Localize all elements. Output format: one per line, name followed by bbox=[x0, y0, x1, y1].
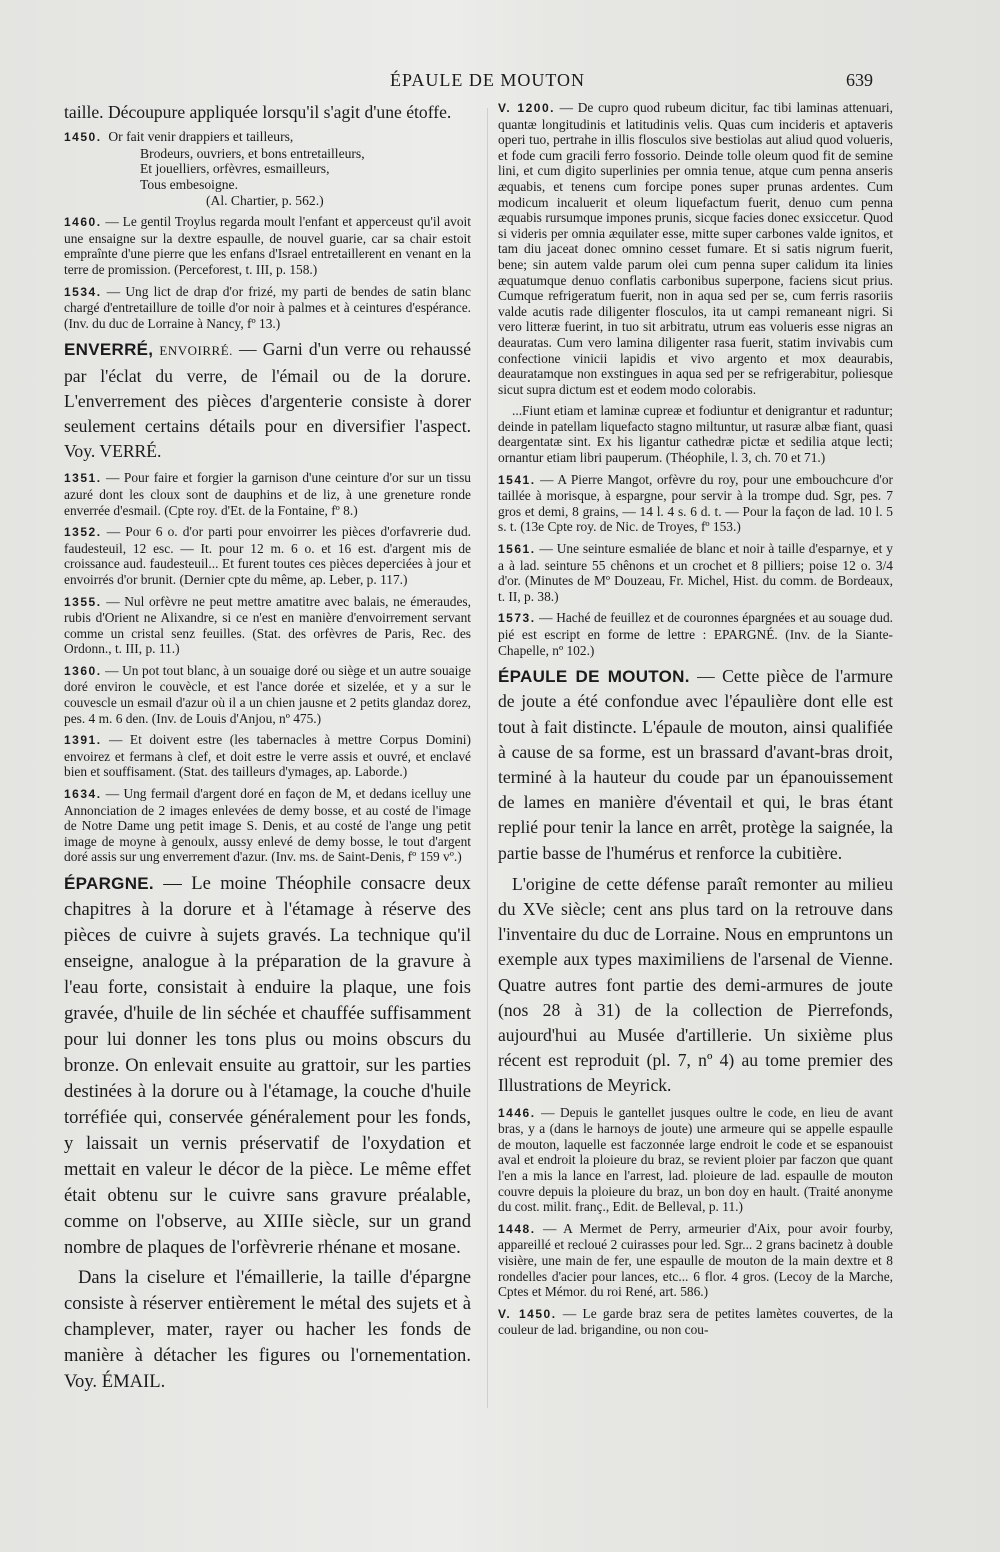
entry-1573 bbox=[498, 610, 893, 658]
headword-variant: ENVOIRRÉ. bbox=[159, 343, 233, 359]
entry-text: — Le garde braz sera de petites lamètes couvertes, de la couleur de lad. brigandine, ou non cou- bbox=[498, 1305, 893, 1338]
entry-text: — Ung fermail d'argent doré en façon de M, et dedans icelluy une Annonciation de 2 images enlevées de demy bosse, et au costé de l'image de Notre Dame ung petit image S. Denis, et au costé de l'ange ung petit image de moyne à genoulx, aussy enlevé de demy bosse, le tout d'argent doré assis sur ung enverrement d'azur. (Inv. ms. de Saint-Denis, fº 159 vº.) bbox=[64, 786, 471, 865]
page-header bbox=[0, 66, 1000, 96]
entry-continuation: ...Fiunt etiam et laminæ cupreæ et fodiuntur et denigrantur et raduntur; deinde in patellam liquefacto stagno miltuntur, ut rasuræ albæ fiant, quasi deargentatæ sint. Ex his ligantur cathedræ pictæ et sedilia atque lecti; ornantur etiam libri pauperum. (Théophile, l. 3, ch. 70 et 71.) bbox=[498, 403, 893, 466]
entry-year: 1446. bbox=[498, 1105, 536, 1120]
verse-line: Brodeurs, ouvriers, et bons entretailleurs, bbox=[140, 145, 365, 161]
entry-1355 bbox=[64, 594, 471, 657]
entry-text: — A Mermet de Perry, armeurier d'Aix, pour avoir fourby, appareillé et recloué 2 cuirasses pour led. Sgr... 2 grans bacinetz à double visière, une main de fer, une espaulle de mouton de la main dextre et 8 rondelles d'acier pour lances, etc... 6 flor. 4 gros. (Lecoy de la Marche, Cptes et Mémor. du roi René, art. 586.) bbox=[498, 1220, 893, 1300]
verse-citation: (Al. Chartier, p. 562.) bbox=[206, 192, 324, 208]
headword: ÉPARGNE. bbox=[64, 874, 154, 893]
left-column bbox=[64, 100, 471, 1399]
entry-1351 bbox=[64, 470, 471, 518]
entry-year: 1391. bbox=[64, 733, 102, 748]
entry-1634 bbox=[64, 786, 471, 865]
verse-line bbox=[64, 129, 471, 146]
headword: ENVERRÉ, bbox=[64, 340, 154, 360]
article-enverre bbox=[64, 337, 471, 464]
entry-1448 bbox=[498, 1221, 893, 1300]
entry-year: 1541. bbox=[498, 472, 536, 487]
verse-line: Tous embesoigne. bbox=[140, 176, 238, 192]
entry-text: — Haché de feuillez et de couronnes épargnées et au souage dud. pié est escript en forme de lettre : EPARGNÉ. (Inv. de la Siante-Chapelle, nº 102.) bbox=[498, 610, 893, 658]
entry-year: 1448. bbox=[498, 1221, 536, 1236]
entry-1541 bbox=[498, 472, 893, 535]
entry-text: — Un pot tout blanc, à un souaige doré ou siège et un autre souaige doré environ le couvècle, et est l'ance dorée et sizelée, et y a sur le couvescle un esmail d'azur où il a un chien jausne et 2 petits glandaz dorez, pes. 4 m. 6 den. (Inv. de Louis d'Anjou, nº 475.) bbox=[64, 662, 471, 726]
entry-1352 bbox=[64, 524, 471, 587]
entry-text: — A Pierre Mangot, orfèvre du roy, pour une embouchcure d'or taillée à morisque, à espargne, pour servir à la trompe dud. Sgr, pes. 7 gros et demi, 8 grains, — 14 l. 4 s. 6 d. t. — Pour la façon de lad. 10 l. 5 s. t. (13e Cpte roy. de Nic. de Troyes, fº 153.) bbox=[498, 471, 893, 535]
entry-year: V. 1450. bbox=[498, 1306, 557, 1321]
verse-text: Or fait venir drappiers et tailleurs, bbox=[108, 129, 294, 145]
headword: ÉPAULE DE MOUTON. bbox=[498, 667, 690, 687]
article-text: — Le moine Théophile consacre deux chapitres à la dorure et à l'étamage à réserve des pièces de cuivre à sujets gravés. La technique qu'il enseigne, analogue à la préparation de la gravure à l'eau forte, consistait à enduire la plaque, une fois gravée, d'huile de lin séchée et chauffée suffisamment pour lui donner les tons plus ou moins obscurs du bronze. On enlevait ensuite au grattoir, sur les parties destinées à la dorure ou à l'étamage, la couche d'huile torréfiée qui, conservée généralement pour les fonds, y laissait un vernis préservatif de l'oxydation et mettait en valeur le décor de la pièce. Le même effet était obtenu sur le cuivre sans gravure préalable, comme on l'observe, au XIIIe siècle, sur un grand nombre de plaques de l'orfèvrerie rhénane et mosane. bbox=[64, 873, 471, 1258]
entry-year: 1634. bbox=[64, 787, 102, 802]
entry-v1200 bbox=[498, 100, 893, 397]
running-title: ÉPAULE DE MOUTON bbox=[390, 70, 586, 90]
page-number: 639 bbox=[846, 70, 873, 90]
entry-v1450 bbox=[498, 1306, 893, 1338]
entry-year: 1355. bbox=[64, 594, 102, 609]
paragraph: L'origine de cette défense paraît remonter au milieu du XVe siècle; cent ans plus tard on la retrouve dans l'inventaire du duc de Lorraine. Nous en empruntons un exemple aux types maximiliens de l'arsenal de Vienne. Quatre autres font partie des demi-armures de joute (nos 28 à 31) de la collection de Pierrefonds, aujourd'hui au Musée d'artillerie. Un sixième plus récent est reproduit (pl. 7, nº 4) au tome premier des Illustrations de Meyrick. bbox=[498, 873, 893, 1096]
entry-year: 1460. bbox=[64, 215, 102, 230]
entry-year: 1573. bbox=[498, 611, 536, 626]
entry-text: — Depuis le gantellet jusques oultre le code, en lieu de avant bras, y a (dans le harnoys de joute) une armeure qui se appelle espaulle de mouton, laquelle est faczonnée large endroit le code et se espanouist aval et endroit la ploieure du braz, se revient ploier par faczon que quant l'en a mis la lance en l'arrest, lad. ploieure de lad. espaulle de mouton couvre depuis la ploieure du braz, un bon doy en hault. (Traité anonyme du cost. milit. franç., Edit. de Belleval, p. 11.) bbox=[498, 1104, 893, 1215]
article-epaule-de-mouton bbox=[498, 664, 893, 866]
entry-1391 bbox=[64, 732, 471, 780]
entry-text: — Pour 6 o. d'or parti pour envoirrer les pièces d'orfavrerie dud. faudesteuil, 12 esc. — It. pour 12 m. 6 o. et 16 est. d'argent mis de croissance aud. faudesteuil... Et furent toutes ces pièces deperciées à jour et envoirrés d'or brunit. (Dernier cpte du même, ap. Leber, p. 117.) bbox=[64, 524, 471, 587]
entry-text: — Le gentil Troylus regarda moult l'enfant et apperceust qu'il avoit une ensaigne sur la dextre espaulle, de nouvel guarie, car sa chair estoit empraînte d'une pierre que les enfans d'Israel entretaillerent en venant en la terre de promission. (Perceforest, t. III, p. 158.) bbox=[64, 214, 471, 277]
entry-1460 bbox=[64, 214, 471, 277]
entry-text: — Une seinture esmaliée de blanc et noir à taille d'esparnye, et y a à lad. seinture 55 chênons et un crochet et 8 pilliers; poise 12 o. 3/4 d'or. (Minutes de Mº Douzeau, Fr. Michel, Hist. du comm. de Bordeaux, t. II, p. 38.) bbox=[498, 541, 893, 604]
entry-year: 1351. bbox=[64, 471, 102, 486]
entry-text: — De cupro quod rubeum dicitur, fac tibi laminas attenuari, quantæ longitudinis et latitudinis velis. Quas cum incideris et aptaveris operi tuo, pertrahe in illis flosculos sive bestiolas aut aliud quod volueris, et fode cum gracili ferro fossorio. Deinde tolle oleum quod fit de semine lini, et cum digito superlinies per omnia tenue, atque cum penna anseris æquabis, et tenens cum forcipe pones super prunas ardentes. Cum modicum incaluerit et oleum liquefactum fuerit, denuo cum penna æquabis rursumque impones prunis, sicque facies donec exsiccetur. Quod si videris per omnia æquilater esse, mitte super carbones valde ignitos, et tam diu jaceat donec omnino cesset fumare. Et si satis nigrum fuerit, bene; sin autem valde parum olei cum penna super calidum ita linies æquatumque denuo conflatis carbonibus superpone, faciens sicut prius. Cumque refrigeratum fuerit, non in aqua sed per se, cum ferris rasoriis valde acutis rade diligenter flosculos, ita ut campi remaneant nigri. Si vero litteræ fuerint, in tuo sit arbitratu, utrum eas volueris esse nigras an deauratas. Cum vero lamina diligenter rasa fuerit, statim invivabis cum confectione vinicii lapidis et vivo argento et mox deaurabis, deauratamque non exstingues in aqua sed per se refrigerabitur, poliesque sicut supra dictum est et eodem modo colorabis. bbox=[498, 100, 893, 397]
verse-line: Et jouelliers, orfèvres, esmailleurs, bbox=[140, 161, 330, 177]
entry-text: — Nul orfèvre ne peut mettre amatitre avec balais, ne émeraudes, rubis d'Orient ne Alixandre, si ce n'est en manière d'envoirrement servant comme un cristal senz feuilles. (Stat. des orfèvres de Paris, Rec. des Ordonn., t. III, p. 11.) bbox=[64, 593, 471, 657]
article-text: — Garni d'un verre ou rehaussé par l'éclat du verre, de l'émail ou de la dorure. L'enverrement des pièces d'argenterie consiste à dorer seulement certains détails pour en diversifier l'aspect. Voy. VERRÉ. bbox=[64, 339, 471, 462]
entry-text: — Et doivent estre (les tabernacles à mettre Corpus Domini) envoirez et fermans à clef, et doit estre le verre assis et ouvré, et enclavé bien et souffisament. (Stat. des tailleurs d'ymages, ap. Laborde.) bbox=[64, 732, 471, 780]
entry-year: V. 1200. bbox=[498, 101, 555, 115]
entry-1446 bbox=[498, 1105, 893, 1215]
article-text: — Cette pièce de l'armure de joute a été confondue avec l'épaulière dont elle est tout à fait distincte. L'épaule de mouton, ainsi qualifiée à cause de sa forme, est un brassard d'avant-bras droit, terminé à la hauteur du coude par un épanouissement de lames en manière d'éventail et qui, le bras étant replié pour tenir la lance en arrêt, protège la saignée, la partie basse de l'humérus et renforce la cubitière. bbox=[498, 666, 893, 863]
paragraph: taille. Découpure appliquée lorsqu'il s'agit d'une étoffe. bbox=[64, 102, 452, 122]
article-epargne bbox=[64, 871, 471, 1261]
entry-year: 1352. bbox=[64, 525, 102, 540]
entry-year: 1450. bbox=[64, 130, 102, 145]
entry-year: 1360. bbox=[64, 663, 102, 678]
entry-year: 1561. bbox=[498, 542, 536, 557]
verse-quote-1450 bbox=[64, 129, 471, 208]
entry-text: — Pour faire et forgier la garnison d'une ceinture d'or sur un tissu azuré dont les cloux sont de dauphins et de liz, à une greneture ronde enverrée d'esmail. (Cpte roy. d'Et. de la Fontaine, fº 8.) bbox=[64, 470, 471, 518]
entry-text: — Ung lict de drap d'or frizé, my parti de bendes de satin blanc chargé d'entretaillure de toille d'or noir à palmes et à ceintures d'espérance. (Inv. du duc de Lorraine à Nancy, fº 13.) bbox=[64, 283, 471, 331]
right-column bbox=[498, 100, 893, 1344]
entry-1534 bbox=[64, 284, 471, 332]
column-divider bbox=[487, 108, 488, 1408]
entry-1360 bbox=[64, 663, 471, 726]
entry-1561 bbox=[498, 541, 893, 604]
entry-year: 1534. bbox=[64, 284, 102, 299]
paragraph: Dans la ciselure et l'émaillerie, la taille d'épargne consiste à réserver entièrement le métal des sujets et à champlever, mater, rayer ou hacher les fonds de manière à détacher les figures ou l'ornementation. Voy. ÉMAIL. bbox=[64, 1267, 471, 1392]
